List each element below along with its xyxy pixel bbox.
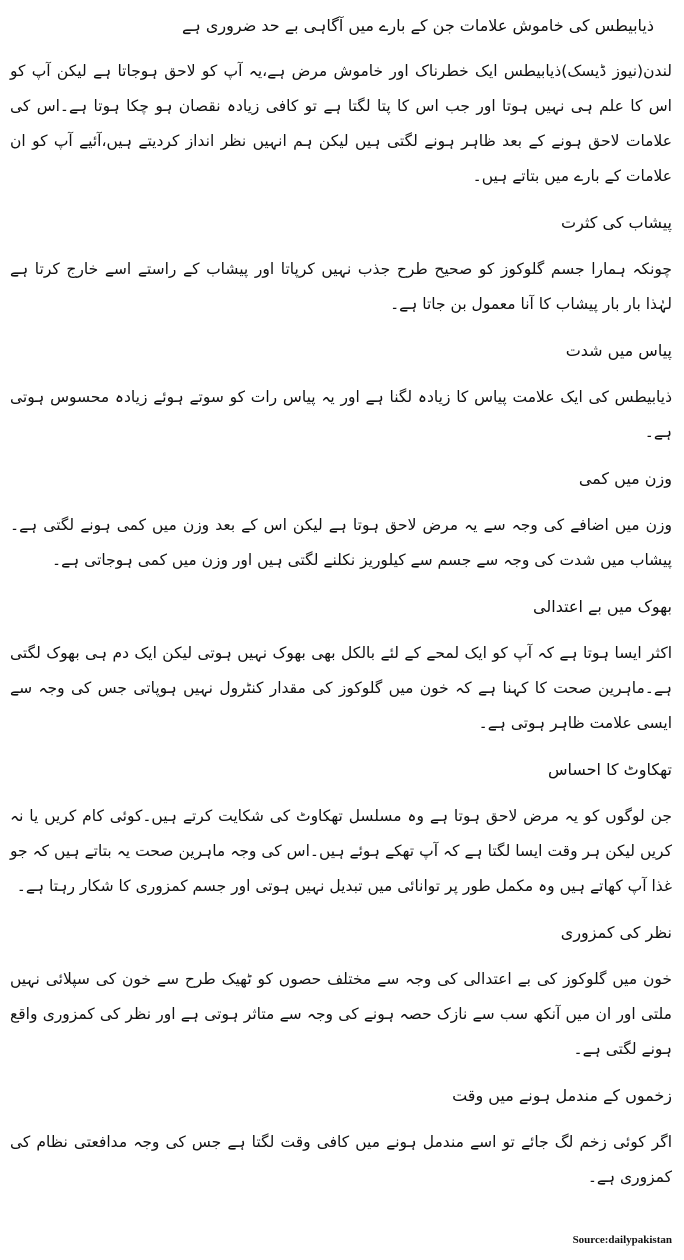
- section-frequent-urination: [10, 208, 674, 322]
- section-vision-weakness: [10, 918, 674, 1067]
- section-paragraph: ذیابیطس کی ایک علامت پیاس کا زیادہ لگنا ہے اور یہ پیاس رات کو سوتے ہوئے زیادہ محسوس ہوتی ہے۔: [10, 388, 672, 441]
- section-excessive-thirst: [10, 336, 674, 450]
- intro-paragraph: لندن(نیوز ڈیسک)ذیابیطس ایک خطرناک اور خاموش مرض ہے،یہ آپ کو لاحق ہوجاتا ہے لیکن آپ کو اس کا علم ہی نہیں ہوتا اور جب اس کا پتا لگتا ہے تو کافی زیادہ نقصان ہو چکا ہوتا ہے۔اس کی علامات لاحق ہونے کے بعد ظاہر ہونے لگتی ہیں لیکن ہم انہیں نظر انداز کردیتے ہیں،آئیے آپ کو ان علامات کے بارے میں بتاتے ہیں۔: [10, 62, 672, 185]
- section-paragraph: خون میں گلوکوز کی بے اعتدالی کی وجہ سے مختلف حصوں کو ٹھیک طرح سے خون کی سپلائی نہیں ملتی اور ان میں آنکھ سب سے نازک حصہ ہونے کی وجہ سے متاثر ہوتی ہے اور نظر کی کمزوری واقع ہونے لگتی ہے۔: [10, 970, 672, 1058]
- section-paragraph: جن لوگوں کو یہ مرض لاحق ہوتا ہے وہ مسلسل تھکاوٹ کی شکایت کرتے ہیں۔کوئی کام کریں یا نہ کریں لیکن ہر وقت ایسا لگتا ہے کہ آپ تھکے ہوئے ہیں۔اس کی وجہ ماہرین صحت یہ بتاتے ہیں کہ جو غذا آپ کھاتے ہیں وہ مکمل طور پر توانائی میں تبدیل نہیں ہوتی اور جسم کمزوری کا شکار رہتا ہے۔: [10, 807, 672, 895]
- source-credit: Source:dailypakistan: [572, 1234, 672, 1246]
- section-heading: پیشاب کی کثرت: [561, 213, 672, 232]
- section-paragraph: اگر کوئی زخم لگ جائے تو اسے مندمل ہونے میں کافی وقت لگتا ہے جس کی وجہ مدافعتی نظام کی کمزوری ہے۔: [10, 1133, 672, 1186]
- section-hunger-imbalance: [10, 592, 674, 741]
- section-heading: پیاس میں شدت: [565, 341, 672, 360]
- section-paragraph: وزن میں اضافے کی وجہ سے یہ مرض لاحق ہوتا ہے لیکن اس کے بعد وزن میں کمی ہونے لگتی ہے۔پیشاب میں شدت کی وجہ سے جسم سے کیلوریز نکلنے لگتی ہیں اور وزن میں کمی ہوجاتی ہے۔: [10, 516, 672, 569]
- section-heading: وزن میں کمی: [578, 469, 672, 488]
- section-weight-loss: [10, 464, 674, 578]
- section-heading: بھوک میں بے اعتدالی: [533, 597, 672, 616]
- section-paragraph: چونکہ ہمارا جسم گلوکوز کو صحیح طرح جذب نہیں کرپاتا اور پیشاب کے راستے اسے خارج کرتا ہے لہٰذا بار بار پیشاب کا آنا معمول بن جاتا ہے۔: [10, 260, 672, 313]
- section-heading: نظر کی کمزوری: [560, 923, 672, 942]
- section-paragraph: اکثر ایسا ہوتا ہے کہ آپ کو ایک لمحے کے لئے بالکل بھی بھوک نہیں ہوتی لیکن ایک دم ہی بھوک لگتی ہے۔ماہرین صحت کا کہنا ہے کہ خون میں گلوکوز کی مقدار کنٹرول نہیں ہوپاتی جس کی وجہ سے ایسی علامت ظاہر ہوتی ہے۔: [10, 644, 672, 732]
- section-heading: تھکاوٹ کا احساس: [547, 760, 672, 779]
- section-heading: زخموں کے مندمل ہونے میں وقت: [452, 1086, 672, 1105]
- section-fatigue: [10, 755, 674, 904]
- article-title: ذیابیطس کی خاموش علامات جن کے بارے میں آگاہی بے حد ضروری ہے: [182, 16, 654, 35]
- section-slow-wound-healing: [10, 1081, 674, 1195]
